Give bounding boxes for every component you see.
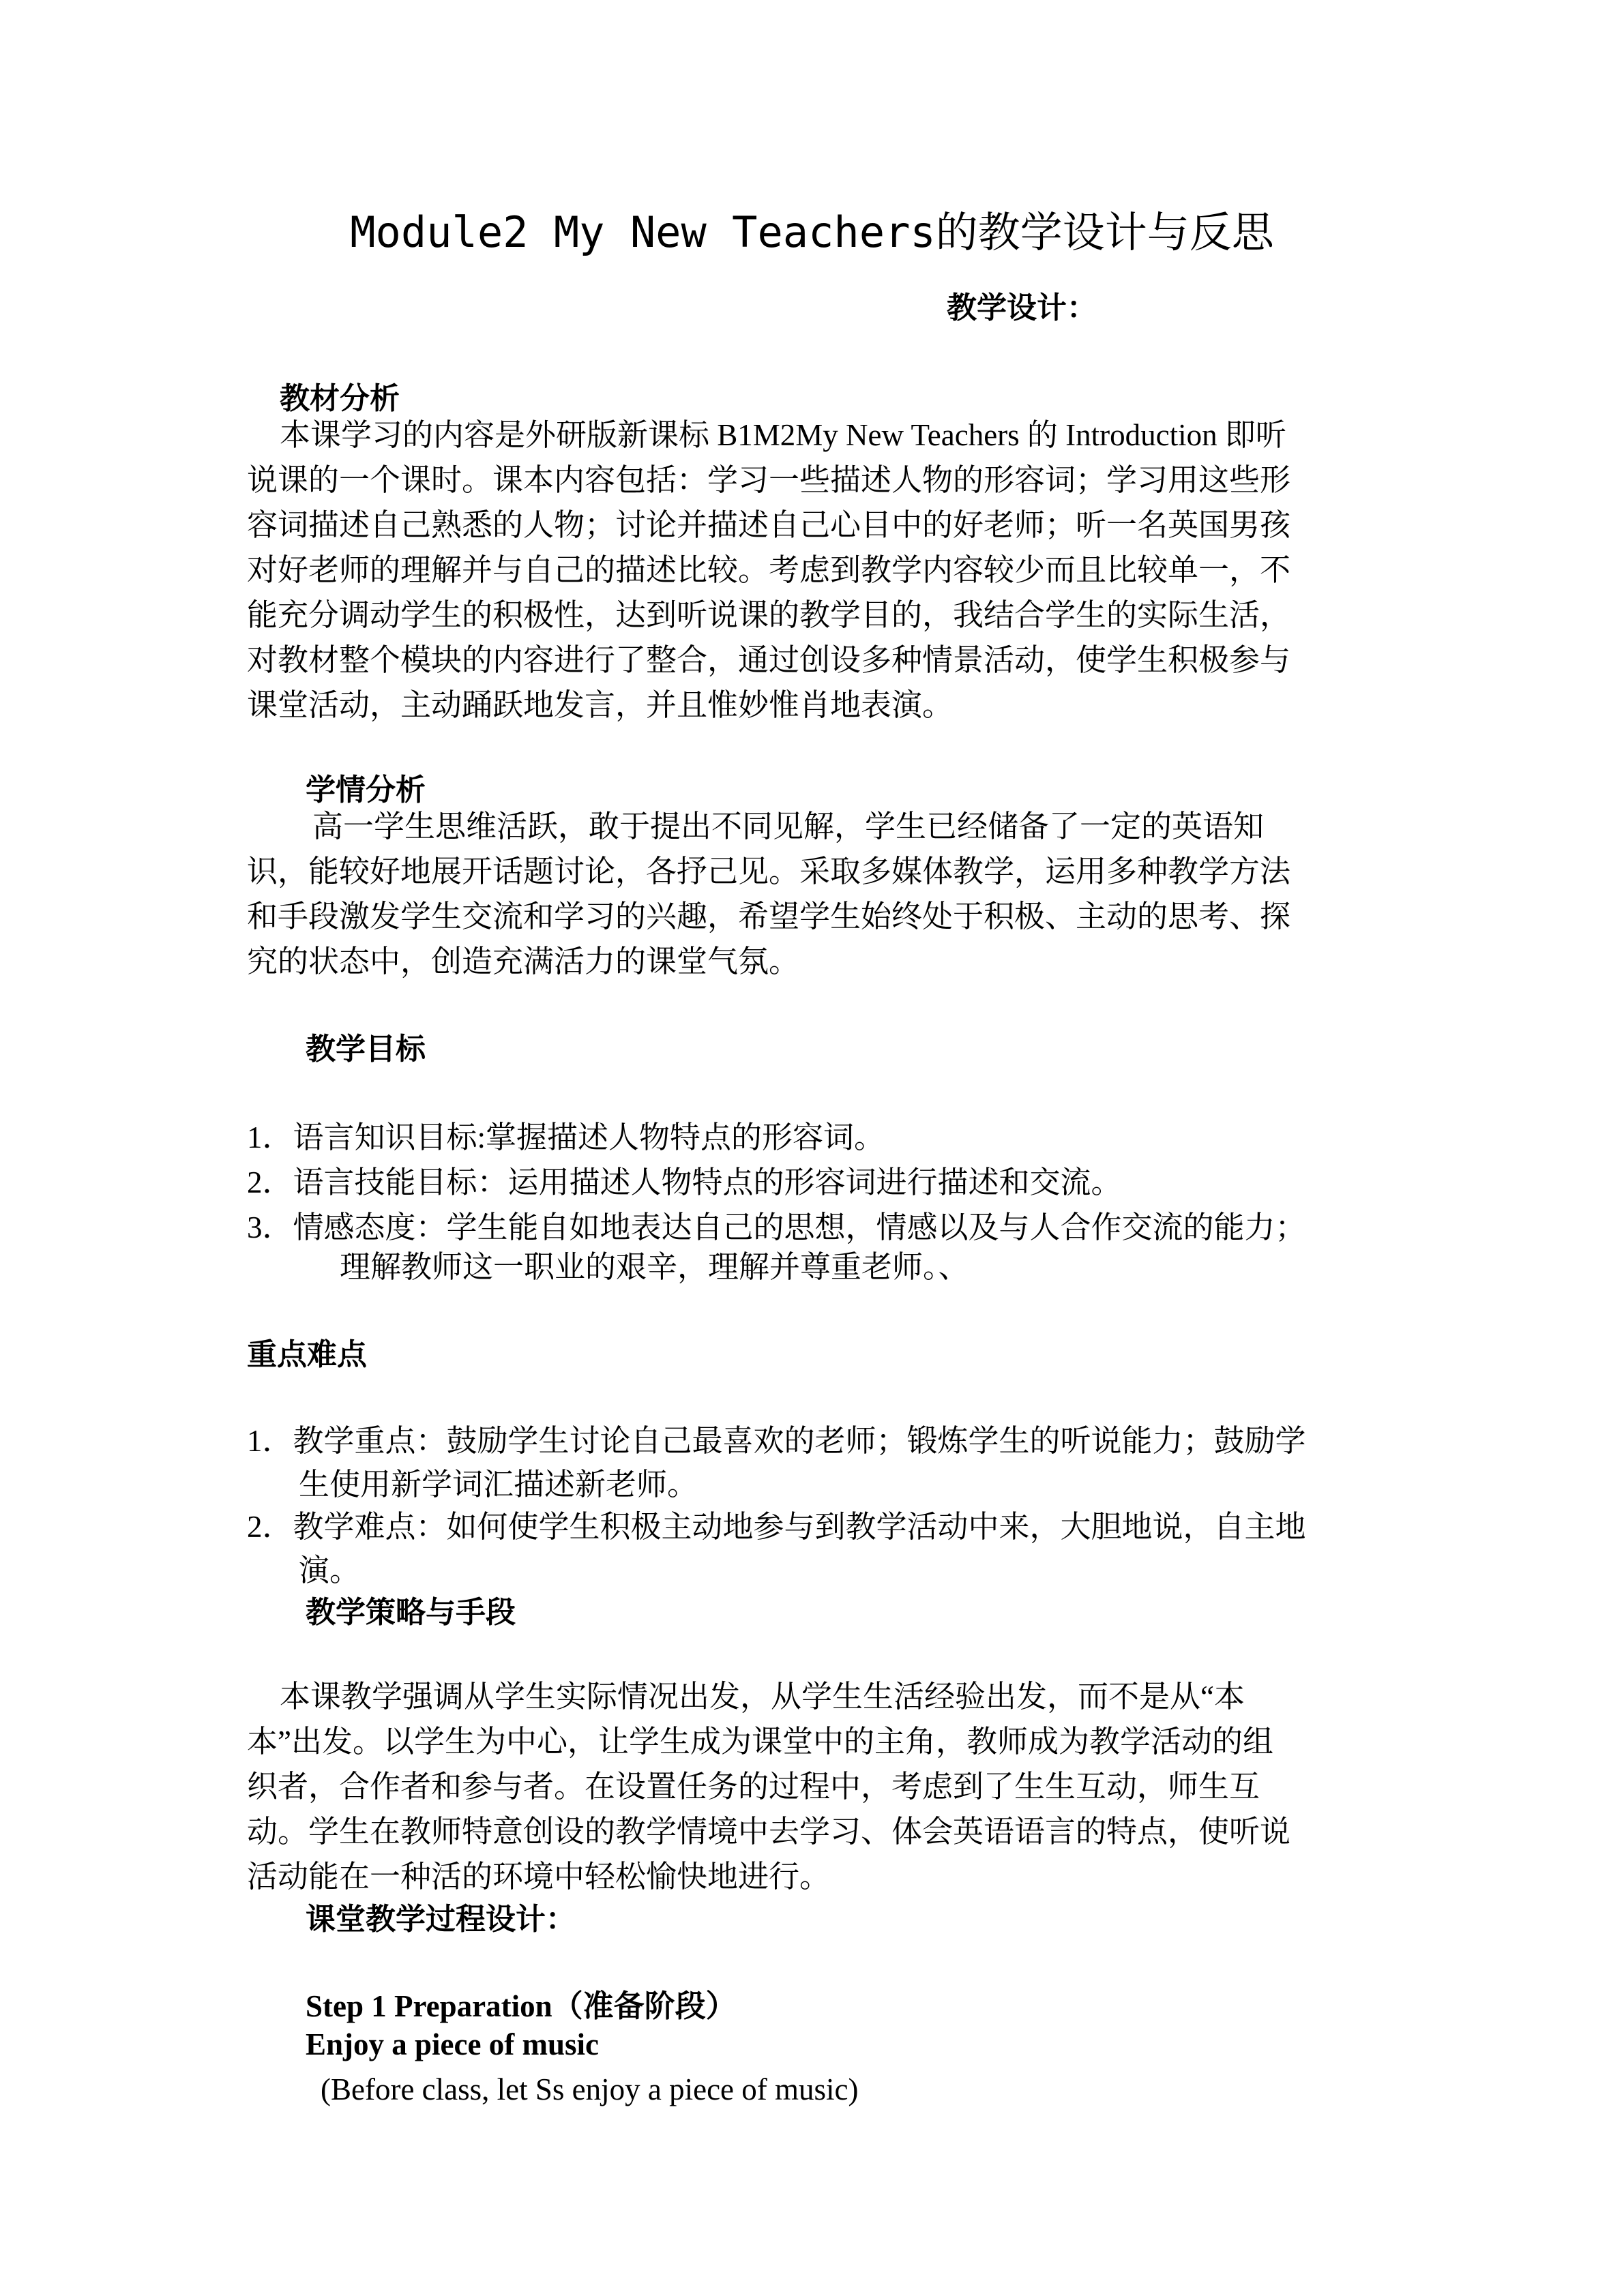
step-note: (Before class, let Ss enjoy a piece of music) <box>321 2072 859 2106</box>
document-title <box>0 202 1624 263</box>
title-chinese: 的教学设计与反思 <box>935 207 1274 257</box>
paragraph-line: 课堂活动，主动踊跃地发言，并且惟妙惟肖地表演。 <box>247 688 954 722</box>
paragraph-line: 究的状态中，创造充满活力的课堂气氛。 <box>247 944 800 979</box>
title-english: Module2 My New Teachers <box>350 207 936 257</box>
section-heading-strategy: 教学策略与手段 <box>306 1595 516 1630</box>
step-subheading: Enjoy a piece of music <box>306 2027 599 2061</box>
section-heading-textbook-analysis: 教材分析 <box>280 381 400 416</box>
key-point-continuation: 演。 <box>299 1553 361 1587</box>
paragraph-line: 本”出发。以学生为中心，让学生成为课堂中的主角，教师成为教学活动的组 <box>247 1725 1273 1759</box>
paragraph-line: 动。学生在教师特意创设的教学情境中去学习、体会英语语言的特点，使听说 <box>247 1815 1291 1849</box>
objective-item: 3．情感态度：学生能自如地表达自己的思想，情感以及与人合作交流的能力； <box>247 1210 1306 1244</box>
paragraph-line: 容词描述自己熟悉的人物；讨论并描述自己心目中的好老师；听一名英国男孩 <box>247 508 1291 542</box>
section-heading-objectives: 教学目标 <box>306 1032 426 1067</box>
paragraph-line: 对教材整个模块的内容进行了整合，通过创设多种情景活动，使学生积极参与 <box>247 643 1291 677</box>
paragraph-line: 对好老师的理解并与自己的描述比较。考虑到教学内容较少而且比较单一，不 <box>247 553 1291 587</box>
paragraph-line: 能充分调动学生的积极性，达到听说课的教学目的，我结合学生的实际生活， <box>247 598 1291 632</box>
objective-item: 1．语言知识目标:掌握描述人物特点的形容词。 <box>247 1120 885 1154</box>
paragraph-line: 织者，合作者和参与者。在设置任务的过程中，考虑到了生生互动，师生互 <box>247 1770 1260 1804</box>
objective-item: 2．语言技能目标：运用描述人物特点的形容词进行描述和交流。 <box>247 1165 1122 1199</box>
section-heading-key-points: 重点难点 <box>247 1337 367 1372</box>
paragraph-line: 和手段激发学生交流和学习的兴趣，希望学生始终处于积极、主动的思考、探 <box>247 899 1291 934</box>
key-point-item: 2．教学难点：如何使学生积极主动地参与到教学活动中来，大胆地说，自主地 <box>247 1510 1306 1544</box>
objective-continuation: 理解教师这一职业的艰辛，理解并尊重老师。、 <box>340 1250 969 1284</box>
document-subtitle: 教学设计： <box>947 290 1097 325</box>
key-point-continuation: 生使用新学词汇描述新老师。 <box>299 1467 698 1502</box>
section-heading-process: 课堂教学过程设计： <box>306 1902 576 1937</box>
paragraph-line: 识，能较好地展开话题讨论，各抒己见。采取多媒体教学，运用多种教学方法 <box>247 854 1291 889</box>
key-point-item: 1．教学重点：鼓励学生讨论自己最喜欢的老师；锻炼学生的听说能力；鼓励学 <box>247 1424 1306 1458</box>
paragraph-line: 高一学生思维活跃，敢于提出不同见解，学生已经储备了一定的英语知 <box>312 809 1265 844</box>
paragraph-line: 本课学习的内容是外研版新课标 B1M2My New Teachers 的 Introduction 即听 <box>280 418 1286 452</box>
paragraph-line: 本课教学强调从学生实际情况出发，从学生生活经验出发，而不是从“本 <box>280 1680 1245 1714</box>
section-heading-student-analysis: 学情分析 <box>306 773 426 807</box>
paragraph-line: 说课的一个课时。课本内容包括：学习一些描述人物的形容词；学习用这些形 <box>247 463 1291 497</box>
paragraph-line: 活动能在一种活的环境中轻松愉快地进行。 <box>247 1860 831 1894</box>
step-heading: Step 1 Preparation（准备阶段） <box>306 1989 737 2023</box>
